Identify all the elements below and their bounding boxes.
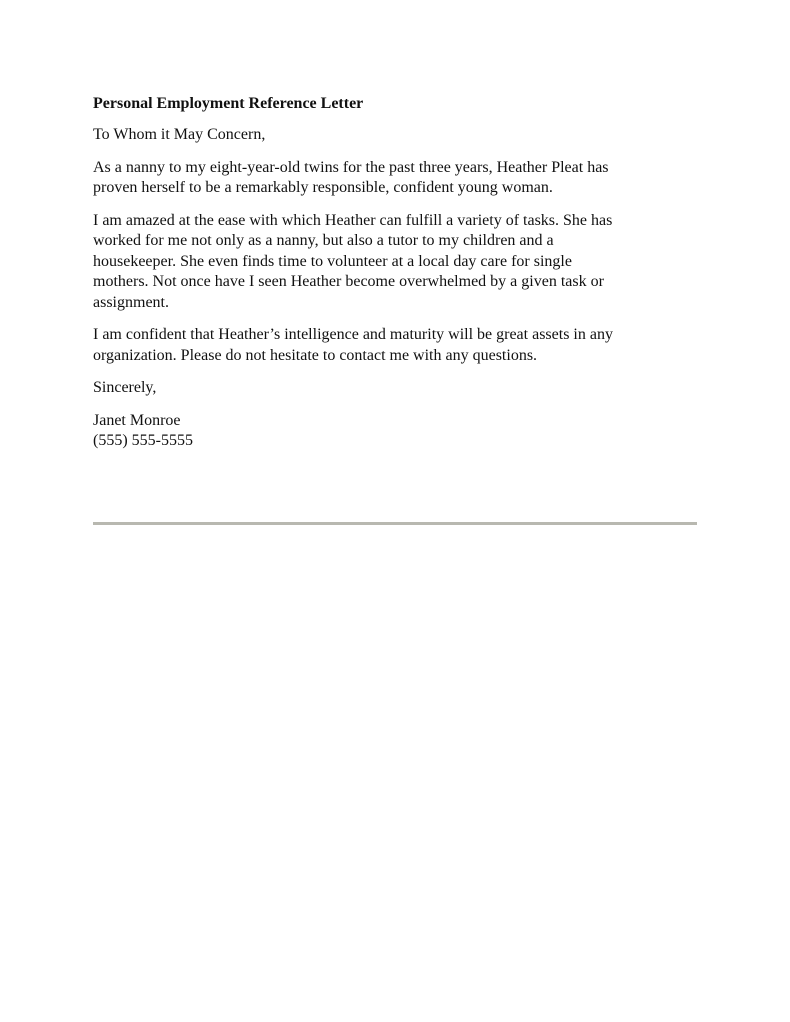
horizontal-divider <box>93 522 697 525</box>
signer-phone: (555) 555-5555 <box>93 431 193 449</box>
letter-page <box>93 94 698 451</box>
signature-block <box>93 411 698 451</box>
text-line: I am amazed at the ease with which Heather can fulfill a variety of tasks. She has <box>93 211 613 229</box>
paragraph-recommendation <box>93 325 698 366</box>
paragraph-duties <box>93 211 698 314</box>
text-line: organization. Please do not hesitate to contact me with any questions. <box>93 346 538 364</box>
text-line: mothers. Not once have I seen Heather become overwhelmed by a given task or <box>93 273 604 290</box>
letter-title: Personal Employment Reference Letter <box>93 95 364 112</box>
text-line: As a nanny to my eight-year-old twins for the past three years, Heather Pleat has <box>93 158 609 176</box>
signer-name: Janet Monroe <box>93 411 181 429</box>
text-line: worked for me not only as a nanny, but also a tutor to my children and a <box>93 232 554 249</box>
text-line: housekeeper. She even finds time to volunteer at a local day care for single <box>93 252 572 270</box>
text-line: assignment. <box>93 293 169 311</box>
text-line: I am confident that Heather’s intelligence and maturity will be great assets in any <box>93 326 613 343</box>
closing: Sincerely, <box>93 379 157 396</box>
paragraph-intro <box>93 158 698 199</box>
salutation: To Whom it May Concern, <box>93 126 266 143</box>
text-line: proven herself to be a remarkably responsible, confident young woman. <box>93 179 553 196</box>
